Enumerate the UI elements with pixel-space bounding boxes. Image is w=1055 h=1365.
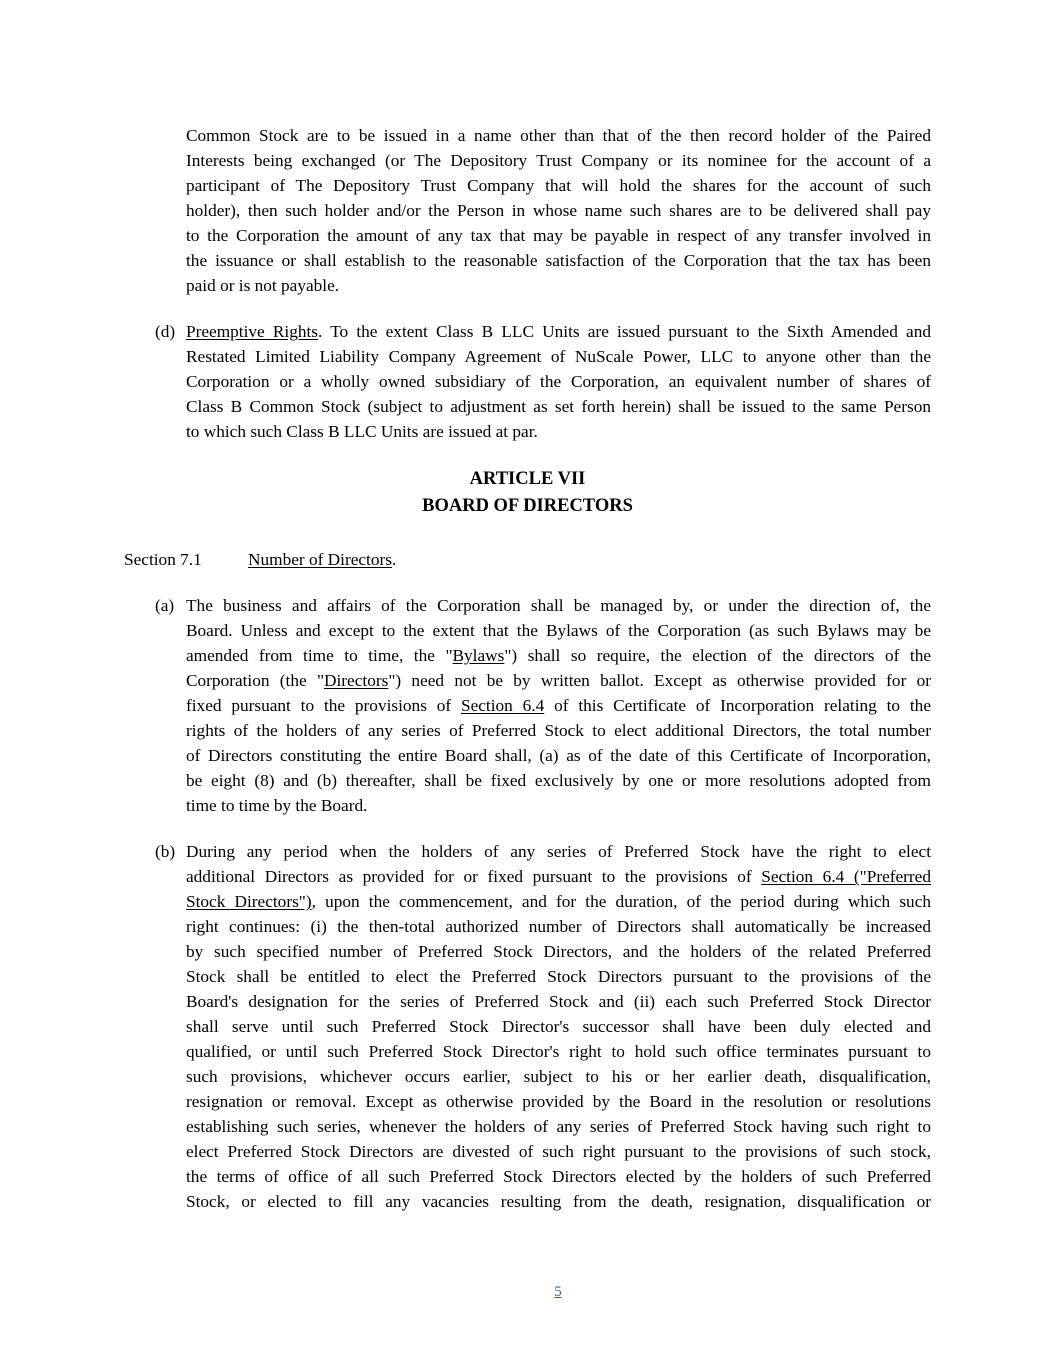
- para-a-line: amended from time to time, the "Bylaws") shall so require, the election of the directors of the: [186, 646, 932, 665]
- preemptive-rights-title: Preemptive Rights: [186, 322, 319, 341]
- bylaws-term: Bylaws: [452, 646, 505, 665]
- continuation-line: holder), then such holder and/or the Person in whose name such shares are to be delivered shall pay: [186, 201, 931, 220]
- para-d-line: Corporation or a wholly owned subsidiary of the Corporation, an equivalent number of shares of: [186, 372, 931, 391]
- para-b: [186, 839, 931, 1214]
- para-b-line: by such specified number of Preferred Stock Directors, and the holders of the related Preferred: [186, 942, 931, 961]
- para-a: [186, 593, 931, 818]
- section-title: Number of Directors: [248, 550, 392, 569]
- preferred-stock-directors-term: Section 6.4 ("Preferred: [761, 867, 931, 886]
- para-b-line: establishing such series, whenever the holders of any series of Preferred Stock having such right to: [186, 1117, 931, 1136]
- continuation-line: Common Stock are to be issued in a name other than that of the then record holder of the Paired: [186, 126, 931, 145]
- continuation-line: the issuance or shall establish to the reasonable satisfaction of the Corporation that the tax has been: [186, 251, 931, 270]
- para-b-line: such provisions, whichever occurs earlier, subject to his or her earlier death, disqualification,: [186, 1067, 931, 1086]
- para-d-line: Class B Common Stock (subject to adjustment as set forth herein) shall be issued to the same Person: [186, 397, 931, 416]
- article-number: ARTICLE VII: [469, 469, 586, 489]
- para-d-label: (d): [155, 322, 176, 341]
- section-number: Section 7.1: [124, 550, 202, 569]
- para-a-line: rights of the holders of any series of Preferred Stock to elect additional Directors, the total number: [186, 721, 931, 740]
- article-title: BOARD OF DIRECTORS: [422, 496, 633, 516]
- para-a-line: Board. Unless and except to the extent that the Bylaws of the Corporation (as such Bylaws may be: [186, 621, 931, 640]
- para-b-line: qualified, or until such Preferred Stock Director's right to hold such office terminates pursuant to: [186, 1042, 931, 1061]
- para-a-line: of Directors constituting the entire Board shall, (a) as of the date of this Certificate of Incorporation,: [186, 746, 931, 765]
- para-d-line: Restated Limited Liability Company Agreement of NuScale Power, LLC to anyone other than the: [186, 347, 931, 366]
- para-d: [186, 319, 931, 444]
- para-b-line: Board's designation for the series of Preferred Stock and (ii) each such Preferred Stock Director: [186, 992, 931, 1011]
- para-b-line: resignation or removal. Except as otherwise provided by the Board in the resolution or resolutions: [186, 1092, 931, 1111]
- para-d-line: Preemptive Rights. To the extent Class B LLC Units are issued pursuant to the Sixth Amended and: [186, 322, 931, 341]
- para-a-line: fixed pursuant to the provisions of Section 6.4 of this Certificate of Incorporation relating to the: [186, 696, 931, 715]
- para-a-label: (a): [155, 596, 175, 615]
- para-b-line: elect Preferred Stock Directors are divested of such right pursuant to the provisions of such stock,: [186, 1142, 931, 1161]
- para-b-line: Stock Directors"), upon the commencement, and for the duration, of the period during which such: [186, 892, 932, 911]
- page-number-link[interactable]: 5: [554, 1284, 562, 1300]
- para-b-line: Stock, or elected to fill any vacancies resulting from the death, resignation, disqualification or: [186, 1192, 931, 1211]
- para-a-line: time to time by the Board.: [186, 796, 368, 815]
- directors-term: Directors: [324, 671, 389, 690]
- para-b-line: additional Directors as provided for or fixed pursuant to the provisions of Section 6.4 ("Preferred: [186, 867, 931, 886]
- page-footer: [0, 1284, 1055, 1301]
- para-b-line: During any period when the holders of any series of Preferred Stock have the right to elect: [186, 842, 931, 861]
- para-d-line: to which such Class B LLC Units are issued at par.: [186, 422, 538, 441]
- section-6-4-reference: Section 6.4: [460, 696, 545, 715]
- para-b-line: the terms of office of all such Preferred Stock Directors elected by the holders of such Preferred: [186, 1167, 931, 1186]
- para-a-line: Corporation (the "Directors") need not be by written ballot. Except as otherwise provided for or: [186, 671, 932, 690]
- continuation-line: paid or is not payable.: [186, 276, 340, 295]
- continuation-paragraph: [186, 123, 931, 298]
- para-b-label: (b): [155, 842, 176, 861]
- preferred-stock-directors-term-cont: Stock Directors"): [186, 892, 312, 911]
- para-b-line: shall serve until such Preferred Stock Director's successor shall have been duly elected and: [186, 1017, 931, 1036]
- section-heading: Number of Directors.: [248, 550, 397, 569]
- continuation-line: participant of The Depository Trust Company that will hold the shares for the account of such: [186, 176, 931, 195]
- para-a-line: The business and affairs of the Corporation shall be managed by, or under the direction of, the: [186, 596, 931, 615]
- para-a-line: be eight (8) and (b) thereafter, shall be fixed exclusively by one or more resolutions adopted from: [186, 771, 931, 790]
- continuation-line: to the Corporation the amount of any tax that may be payable in respect of any transfer involved in: [186, 226, 931, 245]
- para-b-line: Stock shall be entitled to elect the Preferred Stock Directors pursuant to the provisions of the: [186, 967, 931, 986]
- para-b-line: right continues: (i) the then-total authorized number of Directors shall automatically be increased: [186, 917, 931, 936]
- continuation-line: Interests being exchanged (or The Depository Trust Company or its nominee for the account of a: [186, 151, 931, 170]
